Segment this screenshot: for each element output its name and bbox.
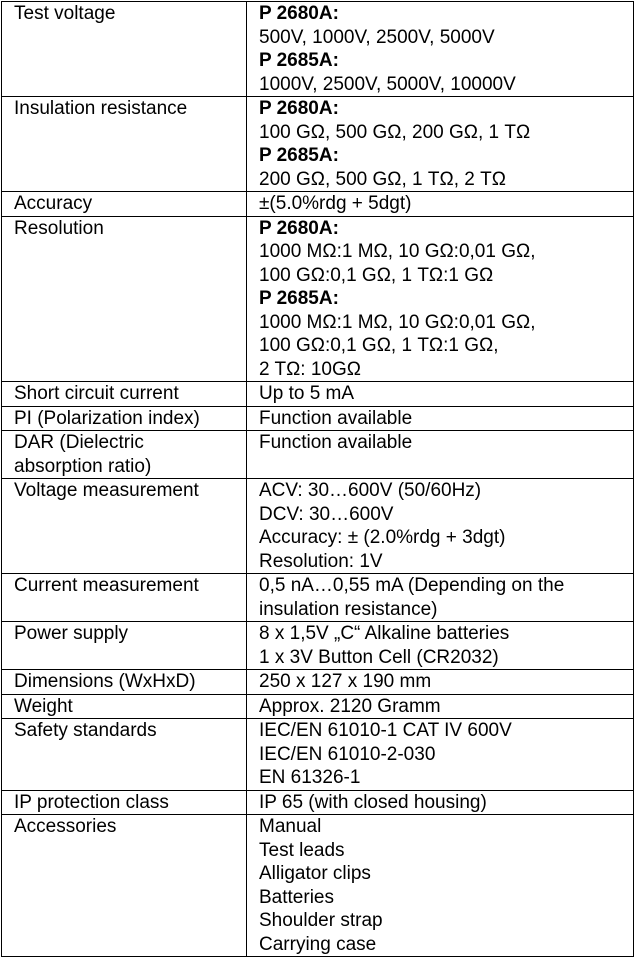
spec-label-text: Test voltage	[14, 3, 116, 24]
spec-value-text: Function available	[259, 407, 413, 429]
spec-label-cell	[2, 574, 247, 622]
spec-label-cell	[2, 479, 247, 574]
table-row	[2, 2, 634, 97]
spec-value-cell	[247, 670, 634, 695]
table-row	[2, 815, 634, 957]
spec-label-text: Accuracy	[14, 193, 93, 214]
spec-label-cell	[2, 97, 247, 192]
model-heading: P 2685A:	[259, 145, 339, 166]
spec-value-text: Shoulder strap	[259, 910, 383, 931]
spec-label-text: IP protection class	[14, 791, 169, 813]
model-heading: P 2685A:	[259, 288, 339, 309]
spec-label-text: Voltage measurement	[14, 480, 199, 501]
spec-label-cell	[2, 406, 247, 431]
spec-label-cell	[2, 192, 247, 217]
spec-value-text: Test leads	[259, 839, 345, 861]
spec-value-text: 2 TΩ: 10GΩ	[259, 358, 361, 380]
spec-value-cell	[247, 574, 634, 622]
spec-label-cell	[2, 790, 247, 815]
spec-label-text: Dimensions (WxHxD)	[14, 671, 196, 692]
spec-value-text: 1000V, 2500V, 5000V, 10000V	[259, 73, 516, 95]
table-row	[2, 431, 634, 479]
spec-value-cell	[247, 216, 634, 382]
spec-label-cell	[2, 2, 247, 97]
spec-value-text: ±(5.0%rdg + 5dgt)	[259, 193, 412, 214]
spec-label-text: Accessories	[14, 816, 117, 837]
spec-label-cell	[2, 670, 247, 695]
spec-value-cell	[247, 97, 634, 192]
spec-label-text: Weight	[14, 695, 73, 717]
spec-value-text: Batteries	[259, 886, 334, 908]
spec-value-cell	[247, 694, 634, 719]
spec-value-cell	[247, 431, 634, 479]
table-row	[2, 719, 634, 791]
spec-label-text: PI (Polarization index)	[14, 407, 200, 429]
model-heading: P 2680A:	[259, 3, 339, 24]
spec-value-cell	[247, 790, 634, 815]
spec-value-cell	[247, 382, 634, 407]
model-heading: P 2680A:	[259, 98, 339, 119]
spec-value-text: Alligator clips	[259, 863, 371, 884]
table-row	[2, 216, 634, 382]
spec-value-text: 100 GΩ:0,1 GΩ, 1 TΩ:1 GΩ	[259, 264, 494, 286]
spec-label-cell	[2, 216, 247, 382]
spec-value-cell	[247, 406, 634, 431]
spec-value-text: IEC/EN 61010-2-030	[259, 743, 436, 765]
table-row	[2, 574, 634, 622]
spec-value-cell	[247, 815, 634, 957]
spec-value-text: insulation resistance)	[259, 598, 438, 620]
spec-label-cell	[2, 431, 247, 479]
model-heading: P 2685A:	[259, 50, 339, 71]
spec-label-text: DAR (Dielectric	[14, 432, 144, 453]
specifications-table-body	[2, 2, 634, 957]
spec-value-cell	[247, 2, 634, 97]
spec-value-text: ACV: 30…600V (50/60Hz)	[259, 480, 482, 501]
spec-label-text: Safety standards	[14, 720, 157, 741]
spec-label-text: Power supply	[14, 623, 129, 644]
spec-value-text: 1 x 3V Button Cell (CR2032)	[259, 646, 499, 668]
table-row	[2, 694, 634, 719]
spec-value-text: 250 x 127 x 190 mm	[259, 671, 432, 692]
spec-value-text: DCV: 30…600V	[259, 503, 394, 525]
spec-value-text: Manual	[259, 816, 322, 837]
table-row	[2, 192, 634, 217]
spec-value-text: Resolution: 1V	[259, 550, 383, 572]
spec-value-text: 1000 MΩ:1 MΩ, 10 GΩ:0,01 GΩ,	[259, 241, 536, 262]
spec-label-text: Resolution	[14, 217, 104, 239]
spec-label-cell	[2, 382, 247, 407]
table-row	[2, 97, 634, 192]
spec-value-text: 100 GΩ:0,1 GΩ, 1 TΩ:1 GΩ,	[259, 335, 499, 356]
spec-label-text: Current measurement	[14, 575, 199, 596]
table-row	[2, 670, 634, 695]
specifications-table	[1, 1, 634, 957]
table-row	[2, 406, 634, 431]
spec-value-text: Accuracy: ± (2.0%rdg + 3dgt)	[259, 527, 506, 548]
table-row	[2, 382, 634, 407]
model-heading: P 2680A:	[259, 217, 339, 239]
spec-label-cell	[2, 694, 247, 719]
spec-value-text: IEC/EN 61010-1 CAT IV 600V	[259, 720, 512, 741]
table-row	[2, 790, 634, 815]
spec-value-text: EN 61326-1	[259, 767, 361, 788]
spec-value-text: Carrying case	[259, 933, 377, 955]
spec-value-cell	[247, 719, 634, 791]
spec-value-text: 0,5 nA…0,55 mA (Depending on the	[259, 575, 565, 596]
spec-value-cell	[247, 479, 634, 574]
spec-label-text: Short circuit current	[14, 383, 179, 404]
spec-value-text: 500V, 1000V, 2500V, 5000V	[259, 26, 495, 48]
spec-value-text: Up to 5 mA	[259, 383, 355, 404]
table-row	[2, 622, 634, 670]
spec-value-text: Function available	[259, 432, 413, 453]
spec-label-text: Insulation resistance	[14, 98, 188, 119]
spec-label-cell	[2, 719, 247, 791]
spec-label-text: absorption ratio)	[14, 455, 152, 477]
spec-value-text: 200 GΩ, 500 GΩ, 1 TΩ, 2 TΩ	[259, 168, 506, 190]
table-row	[2, 479, 634, 574]
spec-label-cell	[2, 622, 247, 670]
spec-value-text: Approx. 2120 Gramm	[259, 695, 441, 717]
spec-value-text: 8 x 1,5V „C“ Alkaline batteries	[259, 623, 510, 644]
spec-label-cell	[2, 815, 247, 957]
spec-value-text: 100 GΩ, 500 GΩ, 200 GΩ, 1 TΩ	[259, 121, 531, 143]
spec-value-cell	[247, 192, 634, 217]
spec-value-text: 1000 MΩ:1 MΩ, 10 GΩ:0,01 GΩ,	[259, 311, 536, 333]
spec-value-cell	[247, 622, 634, 670]
spec-value-text: IP 65 (with closed housing)	[259, 791, 487, 813]
